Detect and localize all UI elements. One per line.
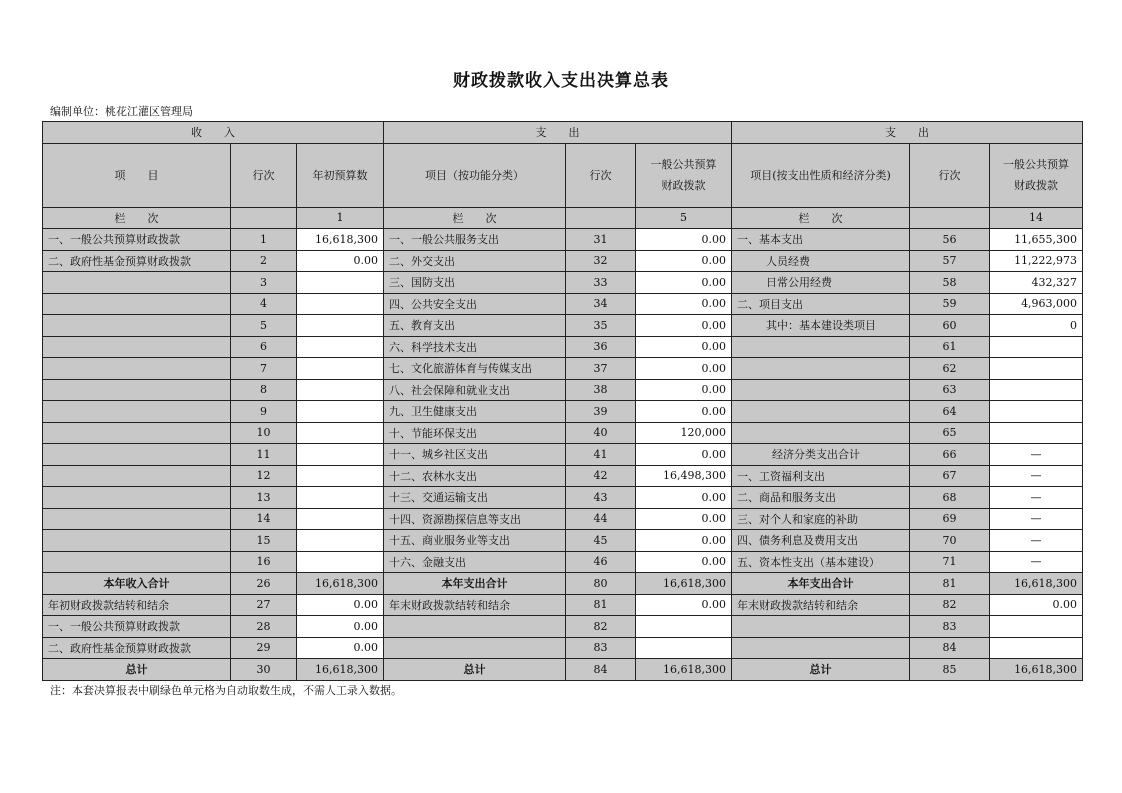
income-value: [297, 444, 384, 466]
footnote: 注：本套决算报表中刷绿色单元格为自动取数生成，不需人工录入数据。: [50, 684, 402, 697]
column-label: 栏 次: [43, 207, 231, 229]
column-blank: [231, 207, 297, 229]
row-number: 1: [231, 229, 297, 251]
row-number: 32: [566, 250, 636, 272]
row-number: 2: [231, 250, 297, 272]
func-expense-item: 四、公共安全支出: [384, 293, 566, 315]
row-number: 37: [566, 358, 636, 380]
econ-expense-item: 二、项目支出: [732, 293, 910, 315]
econ-expense-value: 432,327: [990, 272, 1083, 294]
carryover-fund-row: [43, 637, 1083, 659]
func-expense-item: 五、教育支出: [384, 315, 566, 337]
blank-cell: [990, 637, 1083, 659]
func-expense-value: 0.00: [636, 444, 732, 466]
end-carryover-value: 0.00: [990, 594, 1083, 616]
row-number: 7: [231, 358, 297, 380]
income-item: [43, 272, 231, 294]
income-value: [297, 358, 384, 380]
row-number: 40: [566, 422, 636, 444]
grand-total-label: 总计: [384, 659, 566, 681]
table-row: [43, 444, 1083, 466]
income-item: [43, 379, 231, 401]
blank-cell: [732, 637, 910, 659]
func-expense-value: 0.00: [636, 250, 732, 272]
income-item: [43, 487, 231, 509]
econ-expense-item: 三、对个人和家庭的补助: [732, 508, 910, 530]
func-expense-item: 十一、城乡社区支出: [384, 444, 566, 466]
table-row: [43, 229, 1083, 251]
income-total-label: 本年收入合计: [43, 573, 231, 595]
row-number: 67: [910, 465, 990, 487]
func-expense-item: 十四、资源勘探信息等支出: [384, 508, 566, 530]
income-item: [43, 508, 231, 530]
func-expense-value: 0.00: [636, 229, 732, 251]
grand-total-value: 16,618,300: [297, 659, 384, 681]
row-number: 11: [231, 444, 297, 466]
income-value: [297, 422, 384, 444]
row-number: 10: [231, 422, 297, 444]
column-label: 栏 次: [384, 207, 566, 229]
func-expense-value: 0.00: [636, 401, 732, 423]
func-expense-item: 十六、金融支出: [384, 551, 566, 573]
end-carryover-value: 0.00: [636, 594, 732, 616]
income-value: [297, 465, 384, 487]
final-accounts-table: [42, 121, 1083, 681]
header-general-budget: 一般公共预算 财政拨款: [990, 143, 1083, 207]
func-expense-item: 十五、商业服务业等支出: [384, 530, 566, 552]
table-row: [43, 250, 1083, 272]
econ-expense-item: [732, 379, 910, 401]
income-item: [43, 401, 231, 423]
table-row: [43, 487, 1083, 509]
blank-cell: [990, 616, 1083, 638]
begin-carryover-label: 年初财政拨款结转和结余: [43, 594, 231, 616]
table-row: [43, 401, 1083, 423]
row-number: 3: [231, 272, 297, 294]
income-value: [297, 551, 384, 573]
income-value: [297, 379, 384, 401]
column-number-row: [43, 207, 1083, 229]
table-row: [43, 272, 1083, 294]
econ-expense-item: [732, 422, 910, 444]
end-carryover-label: 年末财政拨款结转和结余: [384, 594, 566, 616]
table-row: [43, 530, 1083, 552]
row-number: 36: [566, 336, 636, 358]
table-row: [43, 508, 1083, 530]
row-number: 80: [566, 573, 636, 595]
row-number: 84: [566, 659, 636, 681]
column-number-14: 14: [990, 207, 1083, 229]
income-item: [43, 444, 231, 466]
income-value: [297, 315, 384, 337]
income-item: [43, 293, 231, 315]
econ-expense-value: [990, 379, 1083, 401]
func-expense-value: 0.00: [636, 530, 732, 552]
row-number: 31: [566, 229, 636, 251]
row-number: 81: [566, 594, 636, 616]
blank-cell: [636, 637, 732, 659]
row-number: 45: [566, 530, 636, 552]
func-expense-item: 八、社会保障和就业支出: [384, 379, 566, 401]
column-blank: [566, 207, 636, 229]
func-expense-value: 0.00: [636, 336, 732, 358]
income-value: 0.00: [297, 250, 384, 272]
row-number: 81: [910, 573, 990, 595]
row-number: 68: [910, 487, 990, 509]
income-item: [43, 315, 231, 337]
econ-expense-item: [732, 336, 910, 358]
row-number: 56: [910, 229, 990, 251]
row-number: 8: [231, 379, 297, 401]
blank-cell: [636, 616, 732, 638]
func-expense-item: 三、国防支出: [384, 272, 566, 294]
income-value: [297, 401, 384, 423]
econ-expense-value: [990, 336, 1083, 358]
income-value: [297, 293, 384, 315]
row-number: 42: [566, 465, 636, 487]
econ-expense-item: 一、工资福利支出: [732, 465, 910, 487]
func-expense-item: 十、节能环保支出: [384, 422, 566, 444]
reporting-unit: 编制单位：桃花江灌区管理局: [50, 105, 193, 118]
econ-expense-item: 四、债务利息及费用支出: [732, 530, 910, 552]
grand-total-label: 总计: [43, 659, 231, 681]
income-item: [43, 465, 231, 487]
expense-total-label: 本年支出合计: [384, 573, 566, 595]
fund-budget-carry-label: 二、政府性基金预算财政拨款: [43, 637, 231, 659]
row-number: 39: [566, 401, 636, 423]
econ-expense-value: [990, 401, 1083, 423]
begin-carryover-value: 0.00: [297, 594, 384, 616]
income-item: [43, 530, 231, 552]
func-expense-value: 0.00: [636, 551, 732, 573]
row-number: 58: [910, 272, 990, 294]
row-number: 82: [566, 616, 636, 638]
row-number: 71: [910, 551, 990, 573]
econ-expense-value: 11,655,300: [990, 229, 1083, 251]
income-value: 16,618,300: [297, 229, 384, 251]
row-number: 60: [910, 315, 990, 337]
econ-expense-value: [990, 358, 1083, 380]
income-item: 二、政府性基金预算财政拨款: [43, 250, 231, 272]
row-number: 83: [566, 637, 636, 659]
header-item: 项 目: [43, 143, 231, 207]
row-number: 64: [910, 401, 990, 423]
row-number: 6: [231, 336, 297, 358]
func-expense-value: 0.00: [636, 293, 732, 315]
column-label: 栏 次: [732, 207, 910, 229]
row-number: 34: [566, 293, 636, 315]
econ-expense-value: —: [990, 551, 1083, 573]
expense-total-value: 16,618,300: [636, 573, 732, 595]
row-number: 30: [231, 659, 297, 681]
econ-expense-item: 二、商品和服务支出: [732, 487, 910, 509]
general-budget-carry-value: 0.00: [297, 616, 384, 638]
table-row: [43, 551, 1083, 573]
grand-total-row: [43, 659, 1083, 681]
row-number: 4: [231, 293, 297, 315]
header-budget-beginning: 年初预算数: [297, 143, 384, 207]
header-row-no: 行次: [910, 143, 990, 207]
func-expense-item: 九、卫生健康支出: [384, 401, 566, 423]
row-number: 83: [910, 616, 990, 638]
econ-expense-total-label: 本年支出合计: [732, 573, 910, 595]
row-number: 70: [910, 530, 990, 552]
header-general-budget: 一般公共预算 财政拨款: [636, 143, 732, 207]
row-number: 35: [566, 315, 636, 337]
row-number: 46: [566, 551, 636, 573]
income-item: [43, 551, 231, 573]
row-number: 63: [910, 379, 990, 401]
row-number: 69: [910, 508, 990, 530]
func-expense-item: 一、一般公共服务支出: [384, 229, 566, 251]
econ-expense-value: 4,963,000: [990, 293, 1083, 315]
func-expense-value: 0.00: [636, 379, 732, 401]
row-number: 57: [910, 250, 990, 272]
column-number-5: 5: [636, 207, 732, 229]
carryover-row: [43, 594, 1083, 616]
table-row: [43, 358, 1083, 380]
income-value: [297, 336, 384, 358]
column-blank: [910, 207, 990, 229]
func-expense-value: 0.00: [636, 487, 732, 509]
general-budget-carry-label: 一、一般公共预算财政拨款: [43, 616, 231, 638]
func-expense-value: 16,498,300: [636, 465, 732, 487]
income-total-value: 16,618,300: [297, 573, 384, 595]
econ-expense-value: —: [990, 444, 1083, 466]
header-item-func: 项目（按功能分类）: [384, 143, 566, 207]
income-item: [43, 336, 231, 358]
econ-expense-item: 日常公用经费: [732, 272, 910, 294]
econ-expense-value: —: [990, 508, 1083, 530]
annual-total-row: [43, 573, 1083, 595]
table-row: [43, 422, 1083, 444]
fund-budget-carry-value: 0.00: [297, 637, 384, 659]
econ-expense-value: —: [990, 530, 1083, 552]
income-value: [297, 530, 384, 552]
income-value: [297, 508, 384, 530]
row-number: 27: [231, 594, 297, 616]
report-title: 财政拨款收入支出决算总表: [453, 71, 669, 91]
table-row: [43, 465, 1083, 487]
row-number: 65: [910, 422, 990, 444]
econ-expense-item: [732, 401, 910, 423]
carryover-general-row: [43, 616, 1083, 638]
table-row: [43, 379, 1083, 401]
econ-expense-item: 一、基本支出: [732, 229, 910, 251]
grand-total-value: 16,618,300: [990, 659, 1083, 681]
func-expense-value: 0.00: [636, 272, 732, 294]
blank-cell: [384, 637, 566, 659]
econ-expense-item: 其中：基本建设类项目: [732, 315, 910, 337]
func-expense-value: 0.00: [636, 508, 732, 530]
row-number: 13: [231, 487, 297, 509]
row-number: 62: [910, 358, 990, 380]
row-number: 43: [566, 487, 636, 509]
econ-expense-item: 经济分类支出合计: [732, 444, 910, 466]
row-number: 9: [231, 401, 297, 423]
func-expense-value: 0.00: [636, 315, 732, 337]
grand-total-value: 16,618,300: [636, 659, 732, 681]
grand-total-label: 总计: [732, 659, 910, 681]
econ-expense-value: —: [990, 465, 1083, 487]
income-value: [297, 272, 384, 294]
row-number: 33: [566, 272, 636, 294]
row-number: 16: [231, 551, 297, 573]
func-expense-item: 二、外交支出: [384, 250, 566, 272]
row-number: 44: [566, 508, 636, 530]
header-row-groups: [43, 122, 1083, 144]
row-number: 41: [566, 444, 636, 466]
func-expense-item: 十三、交通运输支出: [384, 487, 566, 509]
header-row-no: 行次: [566, 143, 636, 207]
income-item: [43, 358, 231, 380]
row-number: 85: [910, 659, 990, 681]
row-number: 61: [910, 336, 990, 358]
func-expense-value: 0.00: [636, 358, 732, 380]
row-number: 28: [231, 616, 297, 638]
row-number: 82: [910, 594, 990, 616]
header-expense-econ: 支 出: [732, 122, 1083, 144]
row-number: 15: [231, 530, 297, 552]
header-expense-func: 支 出: [384, 122, 732, 144]
income-item: [43, 422, 231, 444]
func-expense-item: 十二、农林水支出: [384, 465, 566, 487]
row-number: 59: [910, 293, 990, 315]
income-value: [297, 487, 384, 509]
econ-expense-item: 人员经费: [732, 250, 910, 272]
income-item: 一、一般公共预算财政拨款: [43, 229, 231, 251]
row-number: 14: [231, 508, 297, 530]
blank-cell: [732, 616, 910, 638]
row-number: 29: [231, 637, 297, 659]
func-expense-item: 六、科学技术支出: [384, 336, 566, 358]
header-item-econ: 项目(按支出性质和经济分类): [732, 143, 910, 207]
column-number-1: 1: [297, 207, 384, 229]
row-number: 5: [231, 315, 297, 337]
row-number: 26: [231, 573, 297, 595]
header-income: 收 入: [43, 122, 384, 144]
table-row: [43, 293, 1083, 315]
end-carryover-label: 年末财政拨款结转和结余: [732, 594, 910, 616]
econ-expense-item: 五、资本性支出（基本建设）: [732, 551, 910, 573]
econ-expense-value: [990, 422, 1083, 444]
header-row-columns: [43, 143, 1083, 207]
blank-cell: [384, 616, 566, 638]
econ-expense-total-value: 16,618,300: [990, 573, 1083, 595]
econ-expense-value: 11,222,973: [990, 250, 1083, 272]
econ-expense-value: —: [990, 487, 1083, 509]
econ-expense-item: [732, 358, 910, 380]
header-row-no: 行次: [231, 143, 297, 207]
econ-expense-value: 0: [990, 315, 1083, 337]
table-row: [43, 336, 1083, 358]
func-expense-value: 120,000: [636, 422, 732, 444]
table-row: [43, 315, 1083, 337]
row-number: 12: [231, 465, 297, 487]
row-number: 84: [910, 637, 990, 659]
row-number: 66: [910, 444, 990, 466]
func-expense-item: 七、文化旅游体育与传媒支出: [384, 358, 566, 380]
row-number: 38: [566, 379, 636, 401]
